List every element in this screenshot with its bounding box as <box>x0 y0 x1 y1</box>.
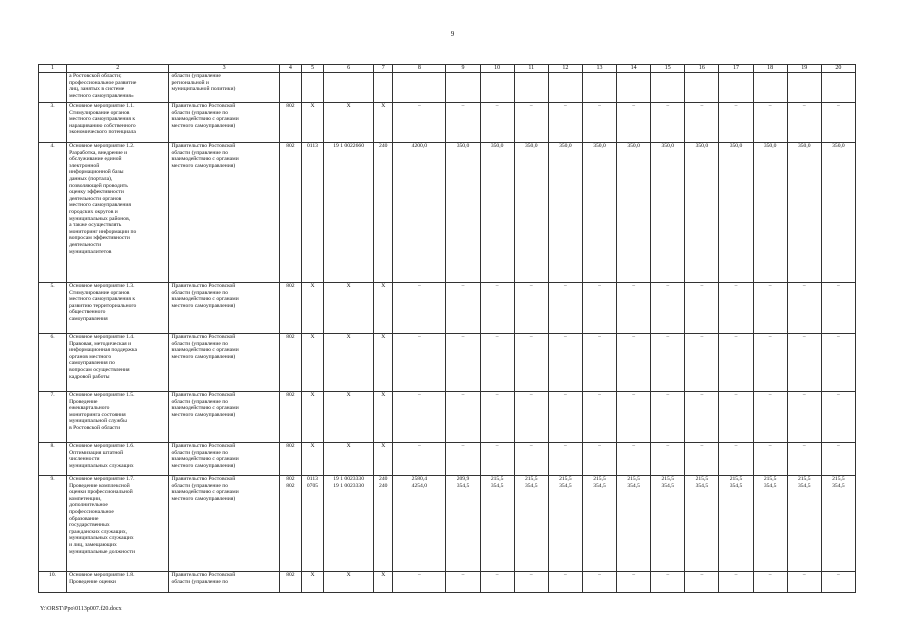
header-cell: 7 <box>374 65 393 73</box>
table-cell <box>279 73 301 103</box>
executor-cell: области (управление региональной и муниципальной политики) <box>169 73 279 103</box>
table-cell: 350,0 <box>514 143 548 283</box>
table-cell: Х <box>301 334 323 392</box>
table-cell: 350,0 <box>480 143 514 283</box>
table-cell: – <box>719 283 753 334</box>
table-cell: 350,0 <box>446 143 480 283</box>
table-cell: – <box>446 572 480 593</box>
header-cell: 1 <box>39 65 67 73</box>
table-cell: – <box>514 283 548 334</box>
table-cell: Х <box>324 283 374 334</box>
table-cell: – <box>787 334 821 392</box>
table-cell <box>787 73 821 103</box>
table-cell: 0113 0705 <box>301 476 323 572</box>
activity-cell: Основное мероприятие 1.3. Стимулирование органов местного самоуправления к развитию территориального общественного самоуправления <box>67 283 169 334</box>
program-table <box>38 64 856 593</box>
table-cell: – <box>685 392 719 443</box>
table-cell: – <box>514 443 548 476</box>
table-cell: – <box>617 392 651 443</box>
table-cell: 350,0 <box>821 143 855 283</box>
table-cell: – <box>617 334 651 392</box>
table-cell: – <box>617 572 651 593</box>
header-row <box>39 65 856 73</box>
table-cell: – <box>446 283 480 334</box>
table-cell: Х <box>324 103 374 143</box>
table-cell: – <box>393 334 446 392</box>
table-cell: Х <box>374 283 393 334</box>
table-cell: 350,0 <box>651 143 685 283</box>
table-cell: – <box>548 103 582 143</box>
table-row <box>39 334 856 392</box>
table-cell: – <box>582 103 616 143</box>
table-cell: – <box>617 443 651 476</box>
table-row <box>39 103 856 143</box>
table-cell: – <box>582 572 616 593</box>
header-cell: 8 <box>393 65 446 73</box>
table-cell: 215,5 354,5 <box>787 476 821 572</box>
header-cell: 17 <box>719 65 753 73</box>
table-cell: – <box>393 392 446 443</box>
executor-cell: Правительство Ростовской области (управление по взаимодействию с органами местного самоуправления) <box>169 143 279 283</box>
executor-cell: Правительство Ростовской области (управление по взаимодействию с органами местного самоуправления) <box>169 103 279 143</box>
table-cell: – <box>480 283 514 334</box>
table-cell: – <box>548 443 582 476</box>
table-cell <box>685 73 719 103</box>
activity-cell: Основное мероприятие 1.7. Проведение комплексной оценки профессиональной компетенции, дополнительное профессиональное образование государственных гражданских служащих, муниципальных служащих и лиц, замещающих муниципальные должности <box>67 476 169 572</box>
table-cell: 802 <box>279 334 301 392</box>
header-cell: 16 <box>685 65 719 73</box>
table-cell: 215,5 354,5 <box>821 476 855 572</box>
table-cell: – <box>685 443 719 476</box>
table-cell: 802 <box>279 143 301 283</box>
table-cell: – <box>753 103 787 143</box>
table-cell: – <box>753 443 787 476</box>
file-path-footer: Y:\ORST\Ppo\0113p007.f20.docx <box>40 606 122 612</box>
table-cell <box>374 73 393 103</box>
table-cell <box>582 73 616 103</box>
table-cell: – <box>514 103 548 143</box>
header-cell: 18 <box>753 65 787 73</box>
activity-cell: Основное мероприятие 1.6. Оптимизация штатной численности муниципальных служащих <box>67 443 169 476</box>
table-cell: – <box>514 334 548 392</box>
table-row <box>39 73 856 103</box>
table-cell <box>446 73 480 103</box>
table-cell: 215,5 354,5 <box>719 476 753 572</box>
table-cell: 6. <box>39 334 67 392</box>
table-cell: Х <box>301 572 323 593</box>
table-row <box>39 443 856 476</box>
table-cell: 215,5 354,5 <box>582 476 616 572</box>
table-cell <box>617 73 651 103</box>
executor-cell: Правительство Ростовской области (управление по взаимодействию с органами местного самоуправления) <box>169 334 279 392</box>
table-cell: 350,0 <box>787 143 821 283</box>
table-cell: – <box>651 103 685 143</box>
activity-cell: Основное мероприятие 1.5. Проведение ежеквартального мониторинга состояния муниципальной службы в Ростовской области <box>67 392 169 443</box>
header-cell: 4 <box>279 65 301 73</box>
activity-cell: Основное мероприятие 1.4. Правовая, методическая и информационная поддержка органов местного самоуправления по вопросам осуществления кадровой работы <box>67 334 169 392</box>
table-cell <box>393 73 446 103</box>
table-cell: Х <box>374 572 393 593</box>
table-cell: – <box>393 283 446 334</box>
table-cell: – <box>582 283 616 334</box>
table-cell: 10. <box>39 572 67 593</box>
table-row <box>39 143 856 283</box>
table-cell: – <box>548 283 582 334</box>
table-cell: 215,5 354,5 <box>548 476 582 572</box>
table-cell <box>651 73 685 103</box>
table-row <box>39 283 856 334</box>
table-cell: 802 802 <box>279 476 301 572</box>
table-cell: – <box>514 392 548 443</box>
table-cell: 209,9 354,5 <box>446 476 480 572</box>
table-cell: – <box>787 572 821 593</box>
table-cell: – <box>821 443 855 476</box>
page-number: 9 <box>450 30 455 38</box>
table-cell: 5. <box>39 283 67 334</box>
table-cell: 350,0 <box>753 143 787 283</box>
table-cell: 350,0 <box>548 143 582 283</box>
table-cell: 3. <box>39 103 67 143</box>
header-cell: 5 <box>301 65 323 73</box>
header-cell: 19 <box>787 65 821 73</box>
table-cell: 350,0 <box>685 143 719 283</box>
table-cell <box>548 73 582 103</box>
table-cell <box>821 73 855 103</box>
table-cell: – <box>753 283 787 334</box>
table-cell: 240 240 <box>374 476 393 572</box>
table-cell: Х <box>324 572 374 593</box>
table-cell: – <box>548 392 582 443</box>
table-cell: – <box>393 103 446 143</box>
header-cell: 9 <box>446 65 480 73</box>
table-cell <box>301 73 323 103</box>
table-cell <box>39 73 67 103</box>
table-cell: – <box>651 283 685 334</box>
executor-cell: Правительство Ростовской области (управление по взаимодействию с органами местного самоуправления) <box>169 392 279 443</box>
table-cell: – <box>582 392 616 443</box>
table-cell: – <box>514 572 548 593</box>
table-cell: – <box>719 572 753 593</box>
table-cell: – <box>821 283 855 334</box>
table-cell: – <box>480 572 514 593</box>
table-cell: – <box>446 443 480 476</box>
table-cell: – <box>446 392 480 443</box>
table-cell: 4. <box>39 143 67 283</box>
executor-cell: Правительство Ростовской области (управление по взаимодействию с органами местного самоуправления) <box>169 283 279 334</box>
table-cell: 19 1 0023330 19 1 0023330 <box>324 476 374 572</box>
activity-cell: Основное мероприятие 1.1. Стимулирование органов местного самоуправления к наращиванию собственного экономического потенциала <box>67 103 169 143</box>
table-cell: – <box>651 334 685 392</box>
table-cell: – <box>719 103 753 143</box>
table-cell: – <box>787 392 821 443</box>
header-cell: 2 <box>67 65 169 73</box>
table-cell: – <box>685 103 719 143</box>
table-cell: – <box>651 392 685 443</box>
header-cell: 13 <box>582 65 616 73</box>
table-cell: – <box>582 443 616 476</box>
table-cell <box>480 73 514 103</box>
table-cell: – <box>651 572 685 593</box>
header-cell: 15 <box>651 65 685 73</box>
table-cell: Х <box>374 334 393 392</box>
header-cell: 10 <box>480 65 514 73</box>
table-cell: – <box>753 572 787 593</box>
table-cell: Х <box>374 103 393 143</box>
table-cell: – <box>719 392 753 443</box>
table-cell: 19 1 0022660 <box>324 143 374 283</box>
table-cell: 215,5 354,5 <box>617 476 651 572</box>
table-cell: 215,5 354,5 <box>753 476 787 572</box>
table-cell: 350,0 <box>582 143 616 283</box>
executor-cell: Правительство Ростовской области (управление по взаимодействию с органами местного самоуправления) <box>169 476 279 572</box>
table-cell: 9. <box>39 476 67 572</box>
activity-cell: а Ростовской области; профессиональное развитие лиц, занятых в системе местного самоуправления» <box>67 73 169 103</box>
table-cell: Х <box>324 443 374 476</box>
table-cell: 215,5 354,5 <box>514 476 548 572</box>
table-cell: – <box>787 103 821 143</box>
table-cell: Х <box>301 392 323 443</box>
table-cell <box>719 73 753 103</box>
table-cell: 0113 <box>301 143 323 283</box>
header-cell: 20 <box>821 65 855 73</box>
table-cell: – <box>685 283 719 334</box>
executor-cell: Правительство Ростовской области (управление по взаимодействию с органами местного самоуправления) <box>169 443 279 476</box>
header-cell: 11 <box>514 65 548 73</box>
table-cell: – <box>446 103 480 143</box>
table-cell: 8. <box>39 443 67 476</box>
table-cell: Х <box>301 103 323 143</box>
table-cell: – <box>582 334 616 392</box>
table-cell: – <box>617 103 651 143</box>
table-cell: 2580,4 4254,0 <box>393 476 446 572</box>
table-row <box>39 572 856 593</box>
table-cell: – <box>480 334 514 392</box>
table-cell: – <box>821 334 855 392</box>
table-cell: Х <box>324 334 374 392</box>
table-cell: 802 <box>279 103 301 143</box>
table-cell: – <box>393 443 446 476</box>
table-cell: – <box>753 392 787 443</box>
header-cell: 6 <box>324 65 374 73</box>
table-cell <box>753 73 787 103</box>
table-cell: 240 <box>374 143 393 283</box>
table-cell: – <box>651 443 685 476</box>
table-row <box>39 476 856 572</box>
table-cell: Х <box>324 392 374 443</box>
table-cell: 4200,0 <box>393 143 446 283</box>
table-cell: Х <box>374 443 393 476</box>
table-cell: – <box>393 572 446 593</box>
table-cell: – <box>719 443 753 476</box>
table-cell: – <box>787 283 821 334</box>
table-cell: 802 <box>279 443 301 476</box>
table-cell: 7. <box>39 392 67 443</box>
table-cell: 215,5 354,5 <box>480 476 514 572</box>
executor-cell: Правительство Ростовской области (управление по <box>169 572 279 593</box>
table-cell: 802 <box>279 572 301 593</box>
table-cell: Х <box>301 443 323 476</box>
table-cell: 350,0 <box>617 143 651 283</box>
table-cell: 350,0 <box>719 143 753 283</box>
table-cell: Х <box>374 392 393 443</box>
table-cell: – <box>753 334 787 392</box>
table-cell: 215,5 354,5 <box>685 476 719 572</box>
table-cell: Х <box>301 283 323 334</box>
table-cell: – <box>821 392 855 443</box>
table-cell: – <box>719 334 753 392</box>
table-cell: – <box>446 334 480 392</box>
table-cell <box>514 73 548 103</box>
table-cell: – <box>548 334 582 392</box>
table-cell: – <box>617 283 651 334</box>
table-row <box>39 392 856 443</box>
table-cell: – <box>480 443 514 476</box>
table-cell: – <box>821 572 855 593</box>
table-cell: 802 <box>279 392 301 443</box>
table-cell: – <box>480 103 514 143</box>
table-cell: – <box>685 572 719 593</box>
table-cell: – <box>480 392 514 443</box>
header-cell: 14 <box>617 65 651 73</box>
table-cell <box>324 73 374 103</box>
activity-cell: Основное мероприятие 1.8. Проведение оценки <box>67 572 169 593</box>
table-cell: 215,5 354,5 <box>651 476 685 572</box>
table-cell: – <box>787 443 821 476</box>
header-cell: 12 <box>548 65 582 73</box>
table-cell: 802 <box>279 283 301 334</box>
header-cell: 3 <box>169 65 279 73</box>
activity-cell: Основное мероприятие 1.2. Разработка, внедрение и обслуживание единой электронной информационной базы данных (портала), позволяющей проводить оценку эффективности деятельности органов местного самоуправления городских округов и муниципальных районов, а также осуществлять мониторинг информации по вопросам эффективности деятельности муниципалитетов <box>67 143 169 283</box>
table-cell: – <box>821 103 855 143</box>
table-cell: – <box>685 334 719 392</box>
table-cell: – <box>548 572 582 593</box>
